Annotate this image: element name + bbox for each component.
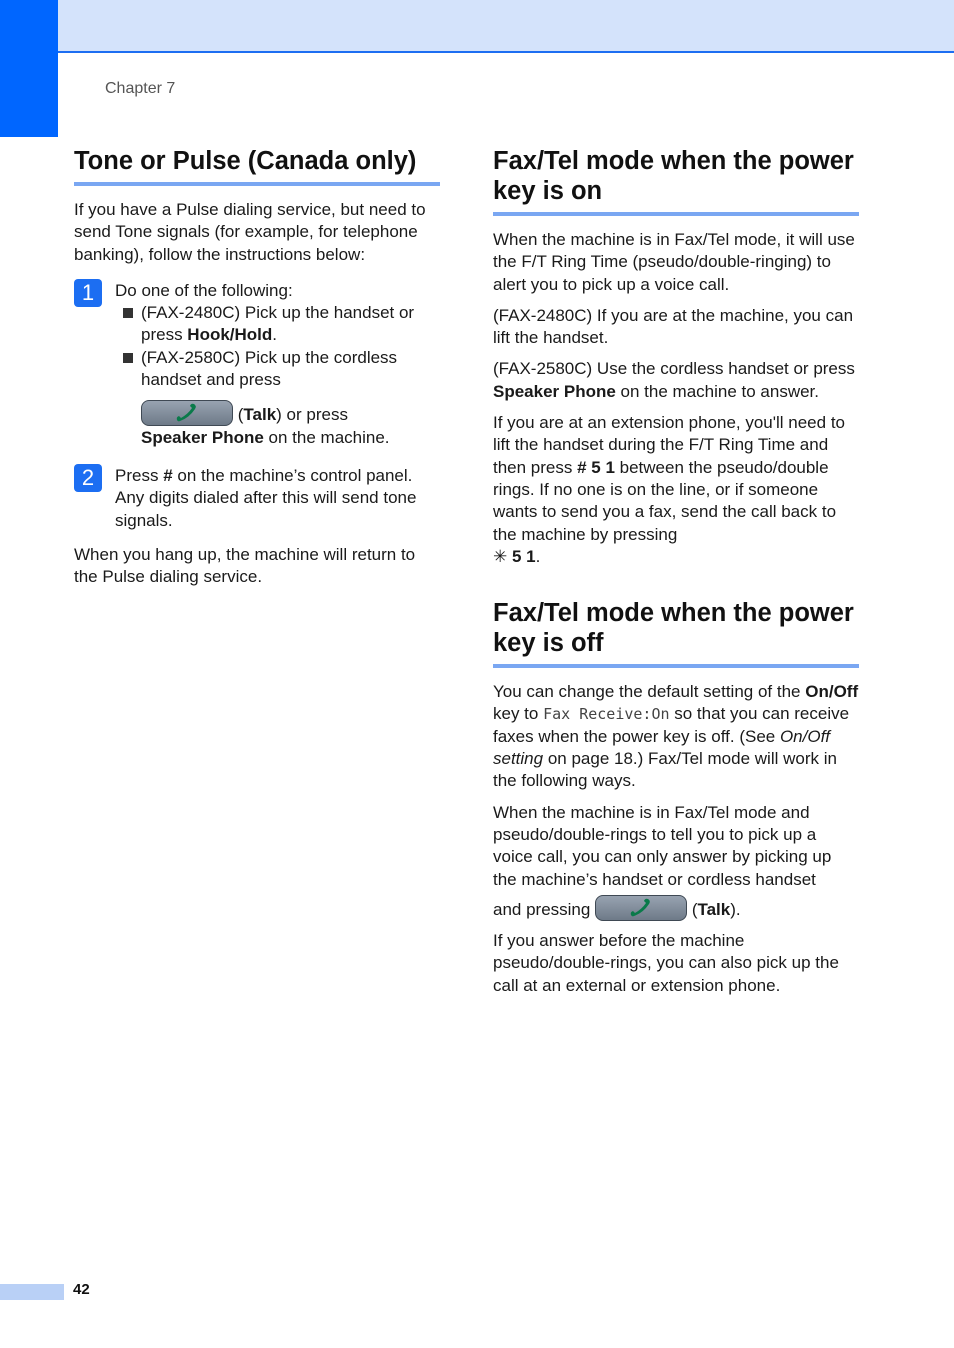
key-code-star-51: 5 1 bbox=[507, 546, 536, 566]
section-heading-tone-pulse: Tone or Pulse (Canada only) bbox=[74, 147, 417, 175]
section-heading-power-off: Fax/Tel mode when the power key is off bbox=[493, 599, 854, 658]
talk-label: Talk bbox=[243, 405, 277, 425]
bullet-square-icon bbox=[123, 308, 133, 318]
key-hook-hold: Hook/Hold bbox=[187, 325, 273, 345]
phone-handset-icon bbox=[628, 898, 654, 918]
outro-paragraph: When you hang up, the machine will return to the Pulse dialing service. bbox=[74, 544, 416, 587]
star-key-icon: ✳ bbox=[493, 546, 508, 566]
key-code-hash-51: # 5 1 bbox=[577, 457, 615, 477]
step-number-badge: 2 bbox=[74, 464, 102, 492]
phone-handset-icon bbox=[174, 403, 200, 423]
power-off-section bbox=[493, 598, 859, 997]
bullet-square-icon bbox=[123, 353, 133, 363]
step-2: 2 Press # on the machine’s control panel. Any digits dialed after this will send tone signals. bbox=[74, 465, 440, 532]
option-fax-2580c: (FAX-2580C) Pick up the cordless handset and press (Talk) or press Speaker Phone on the machine. bbox=[115, 347, 440, 449]
power-on-p1: When the machine is in Fax/Tel mode, it will use the F/T Ring Time (pseudo/double-ringing) to alert you to pick up a voice call. bbox=[493, 230, 855, 294]
power-off-p2: When the machine is in Fax/Tel mode and pseudo/double-rings to tell you to pick up a voice call, you can only answer by picking up the machine’s handset or cordless handset bbox=[493, 802, 832, 889]
option-fax-2480c: (FAX-2480C) Pick up the handset or press Hook/Hold. bbox=[115, 302, 440, 347]
power-on-p3: (FAX-2580C) Use the cordless handset or press Speaker Phone on the machine to answer. bbox=[493, 359, 855, 401]
chapter-tab-block bbox=[0, 0, 58, 137]
key-speaker-phone: Speaker Phone bbox=[493, 381, 616, 401]
chapter-label: Chapter 7 bbox=[105, 80, 176, 97]
talk-line: (Talk) or press Speaker Phone on the machine. bbox=[141, 400, 440, 449]
intro-paragraph: If you have a Pulse dialing service, but need to send Tone signals (for example, for telephone banking), follow the instructions below: bbox=[74, 200, 426, 264]
power-on-p4: If you are at an extension phone, you'll need to lift the handset during the F/T Ring Time and then press # 5 1 between the pseudo/double rings. If no one is on the line, or if someone wants to send you a fax, send the call back to the machine by pressing ✳ 5 1. bbox=[493, 413, 845, 566]
left-column bbox=[74, 146, 440, 597]
power-off-p1: You can change the default setting of the On/Off key to Fax Receive:On so that you can receive faxes when the power key is off. (See On/Off setting on page 18.) Fax/Tel mode will work in the following ways. bbox=[493, 682, 859, 791]
step-1-text: Do one of the following: bbox=[115, 280, 293, 300]
talk-button[interactable] bbox=[595, 895, 687, 921]
step-1 bbox=[74, 280, 440, 449]
cross-reference: On/Off setting bbox=[493, 726, 831, 769]
power-on-p2: (FAX-2480C) If you are at the machine, you can lift the handset. bbox=[493, 305, 854, 348]
key-speaker-phone: Speaker Phone bbox=[141, 427, 264, 447]
header-band bbox=[58, 0, 954, 53]
section-heading-power-on: Fax/Tel mode when the power key is on bbox=[493, 147, 854, 205]
lcd-setting-text: Fax Receive:On bbox=[543, 705, 670, 724]
talk-button[interactable] bbox=[141, 400, 233, 426]
heading-rule bbox=[493, 212, 859, 216]
key-on-off: On/Off bbox=[805, 682, 859, 702]
step-number-badge: 1 bbox=[74, 279, 102, 307]
talk-label: Talk bbox=[697, 899, 731, 919]
heading-rule bbox=[493, 664, 859, 668]
heading-rule bbox=[74, 182, 440, 186]
footer-band bbox=[0, 1284, 64, 1300]
key-hash: # bbox=[163, 465, 173, 485]
step-1-options bbox=[115, 302, 440, 449]
power-off-p4: If you answer before the machine pseudo/double-rings, you can also pick up the call at an external or extension phone. bbox=[493, 931, 839, 995]
right-column bbox=[493, 146, 859, 1006]
power-off-p3: and pressing (Talk). bbox=[493, 895, 859, 921]
page-number: 42 bbox=[73, 1281, 90, 1298]
